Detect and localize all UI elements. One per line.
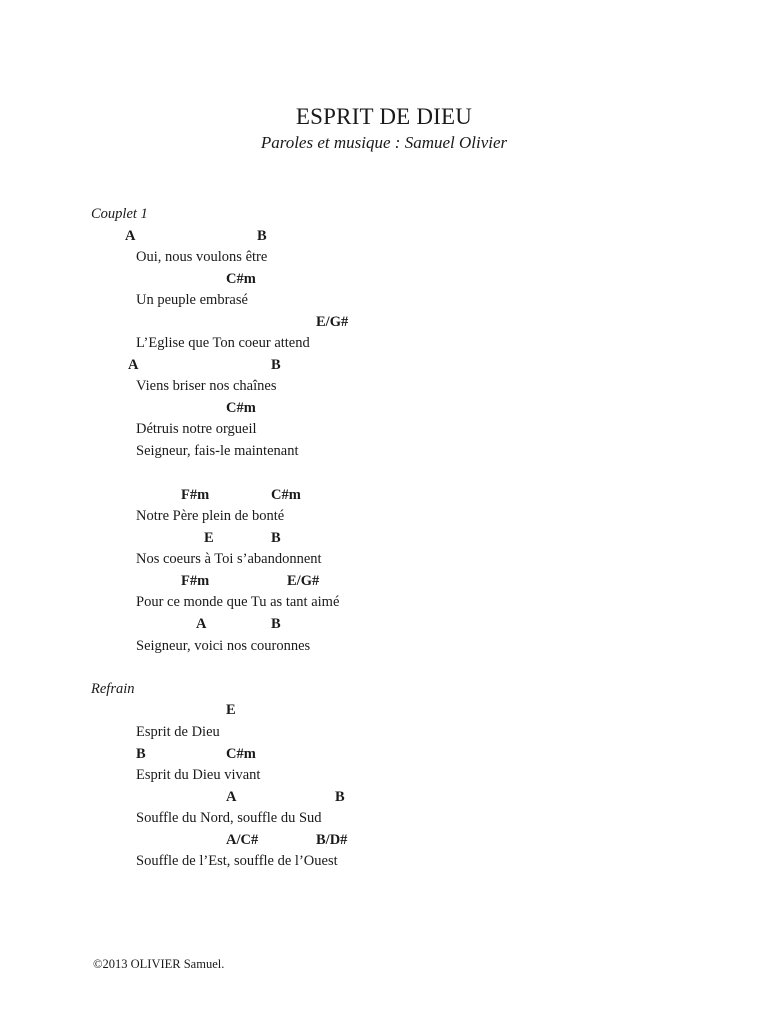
chord: E/G# xyxy=(316,314,349,330)
chord: E/G# xyxy=(287,573,320,589)
lyric-line: Un peuple embrasé xyxy=(136,292,248,308)
lyric-line: Souffle du Nord, souffle du Sud xyxy=(136,810,322,826)
lyric-line: Esprit de Dieu xyxy=(136,724,220,740)
chord: A/C# xyxy=(226,832,259,848)
chord: B xyxy=(335,789,345,805)
copyright-notice: ©2013 OLIVIER Samuel. xyxy=(93,957,225,971)
chord: B xyxy=(136,746,146,762)
chord: A xyxy=(128,357,139,373)
lyric-line: Viens briser nos chaînes xyxy=(136,378,277,394)
chord: B xyxy=(271,357,281,373)
lyric-line: Oui, nous voulons être xyxy=(136,249,268,265)
chord: F#m xyxy=(181,487,210,503)
lyric-line: Seigneur, fais-le maintenant xyxy=(136,443,299,459)
song-credits: Paroles et musique : Samuel Olivier xyxy=(260,133,508,152)
chord: A xyxy=(226,789,237,805)
chord: A xyxy=(125,228,136,244)
chord: F#m xyxy=(181,573,210,589)
lyric-line: Détruis notre orgueil xyxy=(136,421,257,437)
chord: C#m xyxy=(226,746,256,762)
lyric-line: Nos coeurs à Toi s’abandonnent xyxy=(136,551,322,567)
lyric-line: L’Eglise que Ton coeur attend xyxy=(136,335,310,351)
chord: B/D# xyxy=(316,832,348,848)
section-label-refrain: Refrain xyxy=(91,681,135,697)
chord: C#m xyxy=(226,271,256,287)
lyric-line: Notre Père plein de bonté xyxy=(136,508,285,524)
chord: B xyxy=(257,228,267,244)
song-title: ESPRIT DE DIEU xyxy=(295,104,473,129)
chord: C#m xyxy=(271,487,301,503)
lyric-line: Seigneur, voici nos couronnes xyxy=(136,638,311,654)
chord: C#m xyxy=(226,400,256,416)
chord: B xyxy=(271,616,281,632)
chord: B xyxy=(271,530,281,546)
lyric-line: Esprit du Dieu vivant xyxy=(136,767,261,783)
lyric-line: Pour ce monde que Tu as tant aimé xyxy=(136,594,340,610)
lyric-line: Souffle de l’Est, souffle de l’Ouest xyxy=(136,853,338,869)
chord: E xyxy=(204,530,214,546)
section-label-couplet: Couplet 1 xyxy=(91,206,148,222)
chord: E xyxy=(226,702,236,718)
chord: A xyxy=(196,616,207,632)
